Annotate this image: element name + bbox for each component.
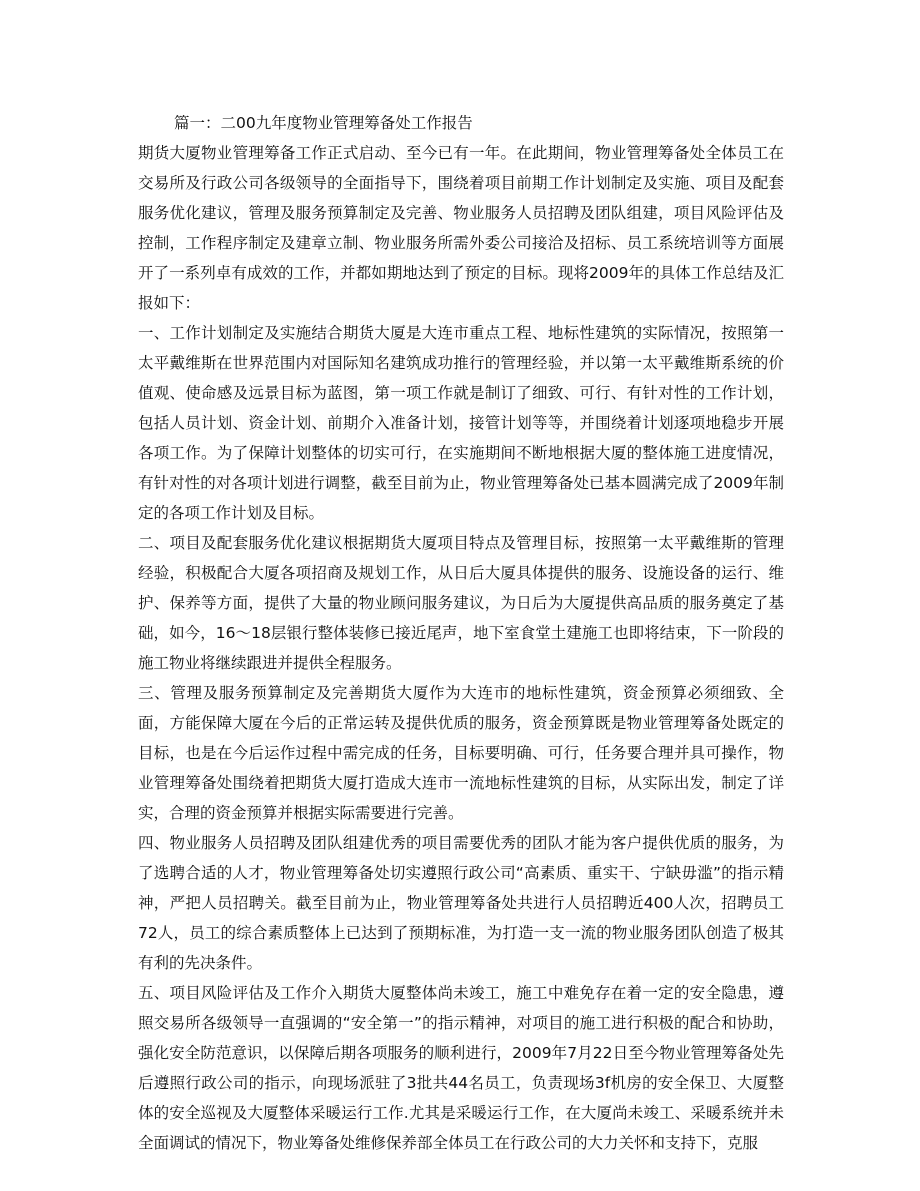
- document-title: 篇一：二00九年度物业管理筹备处工作报告: [174, 114, 473, 132]
- document-body: [138, 108, 784, 1158]
- intro-paragraph: 期货大厦物业管理筹备工作正式启动、至今已有一年。在此期间，物业管理筹备处全体员工在交易所及行政公司各级领导的全面指导下，围绕着项目前期工作计划制定及实施、项目及配套服务优化建议，管理及服务预算制定及完善、物业服务人员招聘及团队组建，项目风险评估及控制，工作程序制定及建章立制、物业服务所需外委公司接洽及招标、员工系统培训等方面展开了一系列卓有成效的工作，并都如期地达到了预定的目标。现将2009年的具体工作总结及汇报如下：: [138, 144, 784, 312]
- section-2-paragraph: 二、项目及配套服务优化建议根据期货大厦项目特点及管理目标，按照第一太平戴维斯的管理经验，积极配合大厦各项招商及规划工作，从日后大厦具体提供的服务、设施设备的运行、维护、保养等方面，提供了大量的物业顾问服务建议，为日后为大厦提供高品质的服务奠定了基础，如今，16～18层银行整体装修已接近尾声，地下室食堂土建施工也即将结束，下一阶段的施工物业将继续跟进并提供全程服务。: [138, 534, 784, 672]
- section-1-paragraph: 一、工作计划制定及实施结合期货大厦是大连市重点工程、地标性建筑的实际情况，按照第一太平戴维斯在世界范围内对国际知名建筑成功推行的管理经验，并以第一太平戴维斯系统的价值观、使命感及远景目标为蓝图，第一项工作就是制订了细致、可行、有针对性的工作计划，包括人员计划、资金计划、前期介入准备计划，接管计划等等，并围绕着计划逐项地稳步开展各项工作。为了保障计划整体的切实可行，在实施期间不断地根据大厦的整体施工进度情况，有针对性的对各项计划进行调整，截至目前为止，物业管理筹备处已基本圆满完成了2009年制定的各项工作计划及目标。: [138, 324, 784, 522]
- section-4-paragraph: 四、物业服务人员招聘及团队组建优秀的项目需要优秀的团队才能为客户提供优质的服务，为了选聘合适的人才，物业管理筹备处切实遵照行政公司“高素质、重实干、宁缺毋滥”的指示精神，严把人员招聘关。截至目前为止，物业管理筹备处共进行人员招聘近400人次，招聘员工72人，员工的综合素质整体上已达到了预期标准，为打造一支一流的物业服务团队创造了极其有利的先决条件。: [138, 834, 784, 972]
- section-5-paragraph: 五、项目风险评估及工作介入期货大厦整体尚未竣工，施工中难免存在着一定的安全隐患，遵照交易所各级领导一直强调的“安全第一”的指示精神，对项目的施工进行积极的配合和协助，强化安全防范意识，以保障后期各项服务的顺利进行，2009年7月22日至今物业管理筹备处先后遵照行政公司的指示，向现场派驻了3批共44名员工，负责现场3f机房的安全保卫、大厦整体的安全巡视及大厦整体采暖运行工作.尤其是采暖运行工作，在大厦尚未竣工、采暖系统并未全面调试的情况下，物业筹备处维修保养部全体员工在行政公司的大力关怀和支持下，克服: [138, 984, 784, 1152]
- section-3-paragraph: 三、管理及服务预算制定及完善期货大厦作为大连市的地标性建筑，资金预算必须细致、全面，方能保障大厦在今后的正常运转及提供优质的服务，资金预算既是物业管理筹备处既定的目标，也是在今后运作过程中需完成的任务，目标要明确、可行，任务要合理并具可操作，物业管理筹备处围绕着把期货大厦打造成大连市一流地标性建筑的目标，从实际出发，制定了详实，合理的资金预算并根据实际需要进行完善。: [138, 684, 784, 822]
